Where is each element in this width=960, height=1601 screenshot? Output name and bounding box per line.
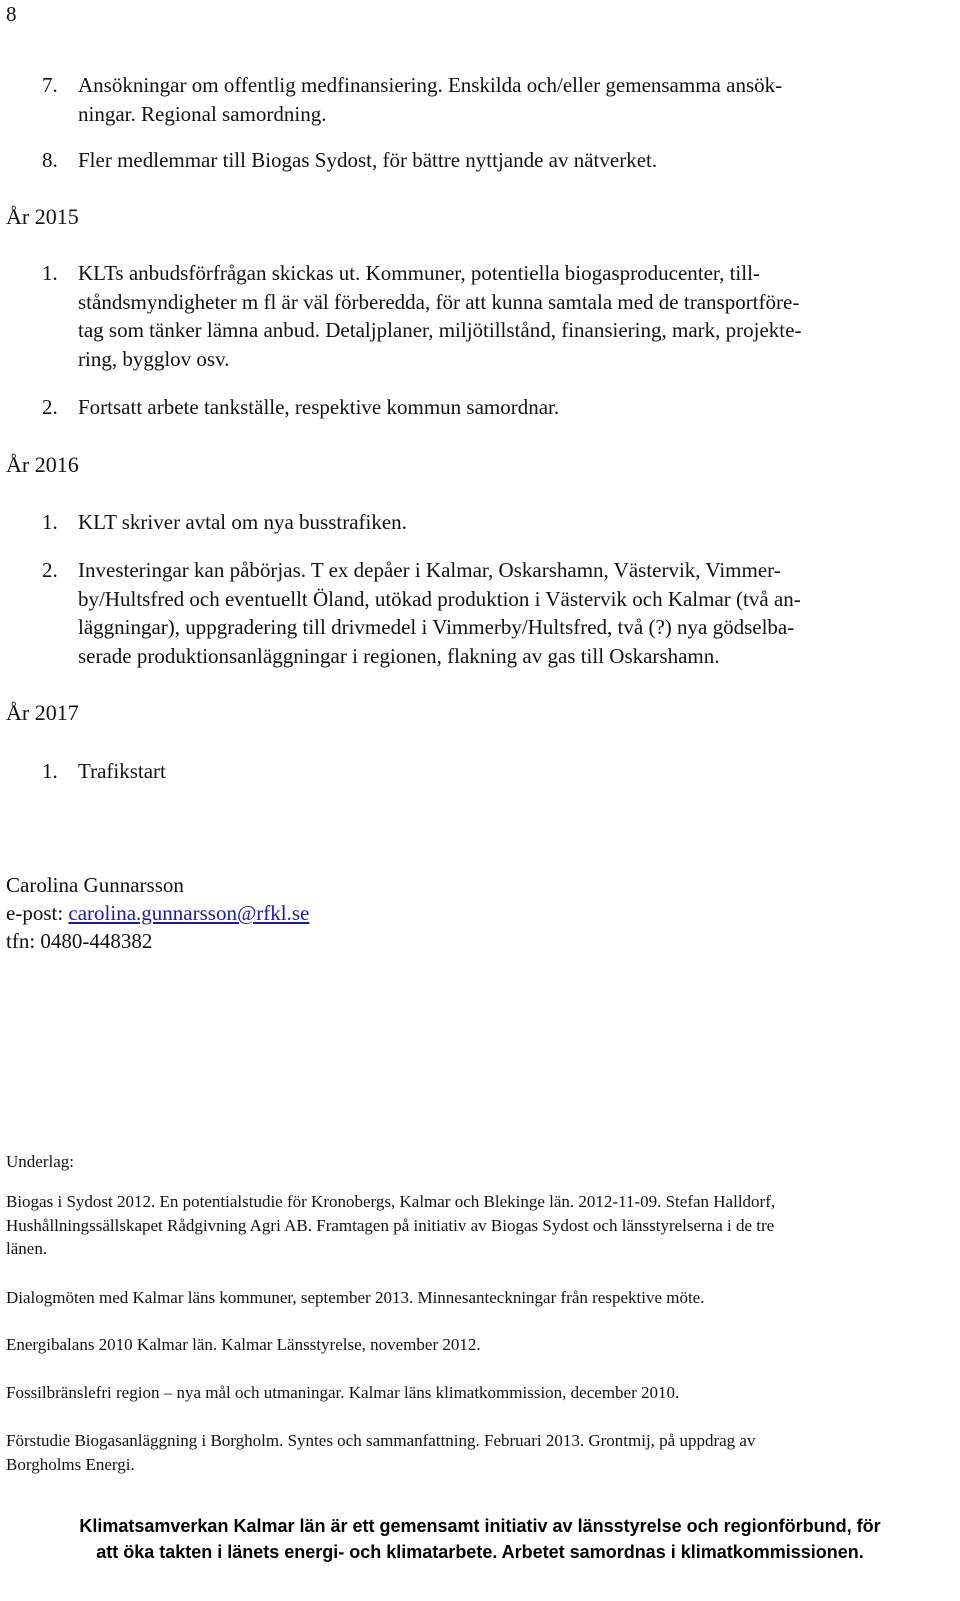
reference-entry [6,1286,941,1310]
page-footer [0,1513,960,1565]
text-line: läggningar), uppgradering till drivmedel i Vimmerby/Hultsfred, två (?) nya gödselba- [78,615,795,639]
text-line: länen. [6,1239,48,1258]
text-line: Dialogmöten med Kalmar läns kommuner, september 2013. Minnesanteckningar från respektive möte. [6,1288,705,1307]
list-number: 8. [42,148,58,172]
year-heading-2016: År 2016 [6,452,79,477]
text-line: Energibalans 2010 Kalmar län. Kalmar Länsstyrelse, november 2012. [6,1335,481,1354]
contact-phone: tfn: 0480-448382 [6,929,153,953]
list-number: 2. [42,395,58,419]
text-line: Biogas i Sydost 2012. En potentialstudie för Kronobergs, Kalmar och Blekinge län. 2012-11-09. Stefan Halldorf, [6,1192,776,1211]
year-heading-2015: År 2015 [6,204,79,229]
text-line: ring, bygglov osv. [78,346,230,371]
text-line: KLT skriver avtal om nya busstrafiken. [78,510,407,534]
contact-block [6,871,309,955]
text-line: Investeringar kan påbörjas. T ex depåer i Kalmar, Oskarshamn, Västervik, Vimmer- [78,558,781,582]
text-line: Fler medlemmar till Biogas Sydost, för bättre nyttjande av nätverket. [78,148,658,172]
list-number: 1. [42,759,58,783]
reference-entry [6,1429,941,1476]
list-number: 7. [42,73,58,97]
list-item [42,259,942,373]
list-number: 1. [42,510,58,534]
text-line: Trafikstart [78,759,166,783]
text-line: ningar. Regional samordning. [78,101,327,126]
list-number: 1. [42,261,58,285]
text-line: Borgholms Energi. [6,1454,135,1474]
text-line: Fortsatt arbete tankställe, respektive kommun samordnar. [78,395,560,419]
email-label: e-post: [6,901,69,925]
list-number: 2. [42,558,58,582]
list-item [42,71,942,128]
contact-email-line [6,899,309,927]
footer-line: Klimatsamverkan Kalmar län är ett gemensamt initiativ av länsstyrelse och regionförbund, för [79,1516,881,1536]
reference-entry [6,1381,941,1405]
email-link[interactable]: carolina.gunnarsson@rfkl.se [68,901,310,925]
text-line: Förstudie Biogasanläggning i Borgholm. Syntes och sammanfattning. Februari 2013. Grontmij, på uppdrag av [6,1431,756,1450]
year-heading-2017: År 2017 [6,700,79,725]
contact-name: Carolina Gunnarsson [6,873,184,897]
footer-line: att öka takten i länets energi- och klimatarbete. Arbetet samordnas i klimatkommissionen. [96,1542,864,1562]
text-line: Hushållningssällskapet Rådgivning Agri AB. Framtagen på initiativ av Biogas Sydost och länsstyrelserna i de tre [6,1215,775,1235]
reference-entry [6,1333,941,1357]
text-line: Ansökningar om offentlig medfinansiering. Enskilda och/eller gemensamma ansök- [78,73,783,97]
text-line: ståndsmyndigheter m fl är väl förberedda, för att kunna samtala med de transportföre- [78,289,800,314]
text-line: KLTs anbudsförfrågan skickas ut. Kommuner, potentiella biogasproducenter, till- [78,261,760,285]
reference-entry [6,1190,941,1261]
references-heading: Underlag: [6,1152,74,1171]
text-line: Fossilbränslefri region – nya mål och utmaningar. Kalmar läns klimatkommission, december 2010. [6,1383,680,1402]
list-item [42,146,942,175]
text-line: serade produktionsanläggningar i regionen, flakning av gas till Oskarshamn. [78,643,720,668]
list-item [42,393,942,422]
text-line: by/Hultsfred och eventuellt Öland, utökad produktion i Västervik och Kalmar (två an- [78,586,801,611]
list-item [42,556,942,670]
page-number: 8 [6,2,17,26]
list-item [42,757,942,786]
list-item [42,508,942,537]
text-line: tag som tänker lämna anbud. Detaljplaner, miljötillstånd, finansiering, mark, projekte- [78,318,802,342]
